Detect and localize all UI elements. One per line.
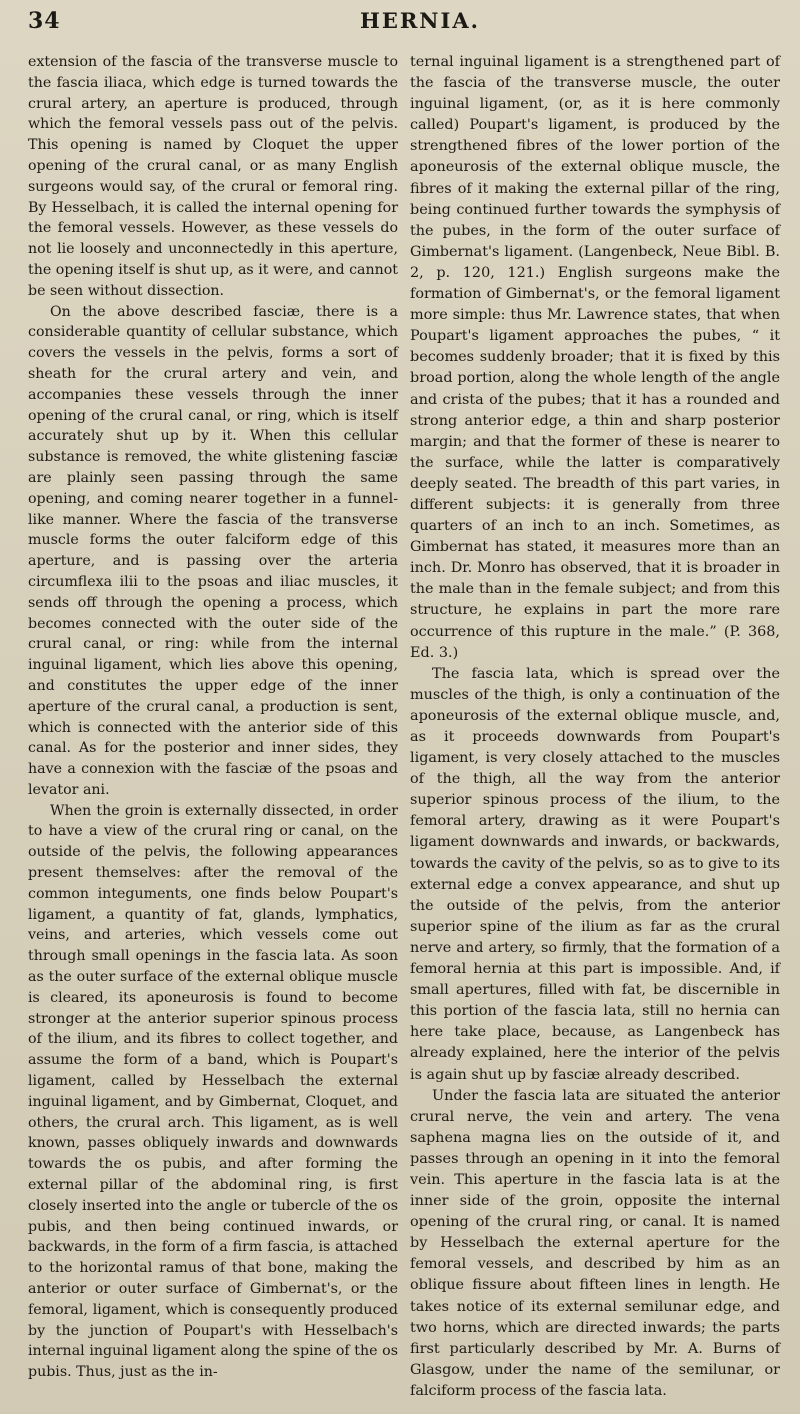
running-head: HERNIA. — [360, 8, 480, 33]
left-paragraph-3: When the groin is externally dissected, in order to have a view of the crural ring or canal, on the outside of the pelvis, the following appearances present themselves: after the removal of the common integuments, one finds below Poupart's ligament, a quantity of fat, glands, lymphatics, veins, and arteries, which vessels come out through small openings in the fascia lata. As soon as the outer surface of the external oblique muscle is cleared, its aponeurosis is found to become stronger at the anterior superior spinous process of the ilium, and its fibres to collect together, and assume the form of a band, which is Poupart's ligament, called by Hesselbach the external inguinal ligament, and by Gimbernat, Cloquet, and others, the crural arch. This ligament, as is well known, passes obliquely inwards and downwards towards the os pubis, and after forming the external pillar of the abdominal ring, is first closely inserted into the angle or tubercle of the os pubis, and then being continued inwards, or backwards, in the form of a firm fascia, is attached to the horizontal ramus of that bone, making the anterior or outer surface of Gimbernat's, or the femoral, ligament, which is consequently produced by the junction of Poupart's with Hesselbach's internal inguinal ligament along the spine of the os pubis. Thus, just as the in- — [28, 802, 398, 1381]
left-paragraph-1: extension of the fascia of the transverse muscle to the fascia iliaca, which edge is turned towards the crural artery, an aperture is produced, through which the femoral vessels pass out of the pelvis. This opening is named by Cloquet the upper opening of the crural canal, or as many English surgeons would say, of the crural or femoral ring. By Hesselbach, it is called the internal opening for the femoral vessels. However, as these vessels do not lie loosely and unconnectedly in this aperture, the opening itself is shut up, as it were, and cannot be seen without dissection. — [28, 54, 398, 299]
page-header — [0, 0, 800, 40]
left-paragraph-2: On the above described fasciæ, there is a considerable quantity of cellular substance, which covers the vessels in the pelvis, forms a sort of sheath for the crural artery and vein, and accompanies these vessels through the inner opening of the crural canal, or ring, which is itself accurately shut up by it. When this cellular substance is removed, the white glistening fasciæ are plainly seen passing through the same opening, and coming nearer together in a funnel-like manner. Where the fascia of the transverse muscle forms the outer falciform edge of this aperture, and is passing over the arteria circumflexa ilii to the psoas and iliac muscles, it sends off through the opening a process, which becomes connected with the outer side of the crural canal, or ring: while from the internal inguinal ligament, which lies above this opening, and constitutes the upper edge of the inner aperture of the crural canal, a production is sent, which is connected with the anterior side of this canal. As for the posterior and inner sides, they have a connexion with the fasciæ of the psoas and levator ani. — [28, 303, 398, 798]
left-column — [28, 52, 398, 1383]
right-paragraph-3: Under the fascia lata are situated the anterior crural nerve, the vein and artery. The vena saphena magna lies on the outside of it, and passes through an opening in it into the femoral vein. This aperture in the fascia lata is at the inner side of the groin, opposite the internal opening of the crural ring, or canal. It is named by Hesselbach the external aperture for the femoral vessels, and described by him as an oblique fissure about fifteen lines in length. He takes notice of its external semilunar edge, and two horns, which are directed inwards; the parts first particularly described by Mr. A. Burns of Glasgow, under the name of the semilunar, or falciform process of the fascia lata. — [410, 1087, 780, 1399]
right-paragraph-2: The fascia lata, which is spread over the muscles of the thigh, is only a continuation of the aponeurosis of the external oblique muscle, and, as it proceeds downwards from Poupart's ligament, is very closely attached to the muscles of the thigh, all the way from the anterior superior spinous process of the ilium, to the femoral artery, drawing as it were Poupart's ligament downwards and inwards, or backwards, towards the cavity of the pelvis, so as to give to its external edge a convex appearance, and shut up the outside of the pelvis, from the anterior superior spine of the ilium as far as the crural nerve and artery, so firmly, that the formation of a femoral hernia at this part is impossible. And, if small apertures, filled with fat, be discernible in this portion of the fascia lata, still no hernia can here take place, because, as Langenbeck has already explained, here the interior of the pelvis is again shut up by fasciæ already described. — [410, 665, 780, 1083]
right-column — [410, 52, 780, 1402]
right-paragraph-1: ternal inguinal ligament is a strengthened part of the fascia of the transverse muscle, the outer inguinal ligament, (or, as it is here commonly called) Poupart's ligament, is produced by the strengthened fibres of the lower portion of the aponeurosis of the external oblique muscle, the fibres of it making the external pillar of the ring, being continued further towards the symphysis of the pubes, in the form of the outer surface of Gimbernat's ligament. (Langenbeck, Neue Bibl. B. 2, p. 120, 121.) English surgeons make the formation of Gimbernat's, or the femoral ligament more simple: thus Mr. Lawrence states, that when Poupart's ligament approaches the pubes, “ it becomes suddenly broader; that it is fixed by this broad portion, along the whole length of the angle and crista of the pubes; that it has a rounded and strong anterior edge, a thin and sharp posterior margin; and that the former of these is nearer to the surface, while the latter is comparatively deeply seated. The breadth of this part varies, in different subjects: it is generally from three quarters of an inch to an inch. Sometimes, as Gimbernat has stated, it measures more than an inch. Dr. Monro has observed, that it is broader in the male than in the female subject; and from this structure, he explains in part the more rare occurrence of this rupture in the male.” (P. 368, Ed. 3.) — [410, 54, 780, 661]
page-number: 34 — [28, 8, 61, 34]
